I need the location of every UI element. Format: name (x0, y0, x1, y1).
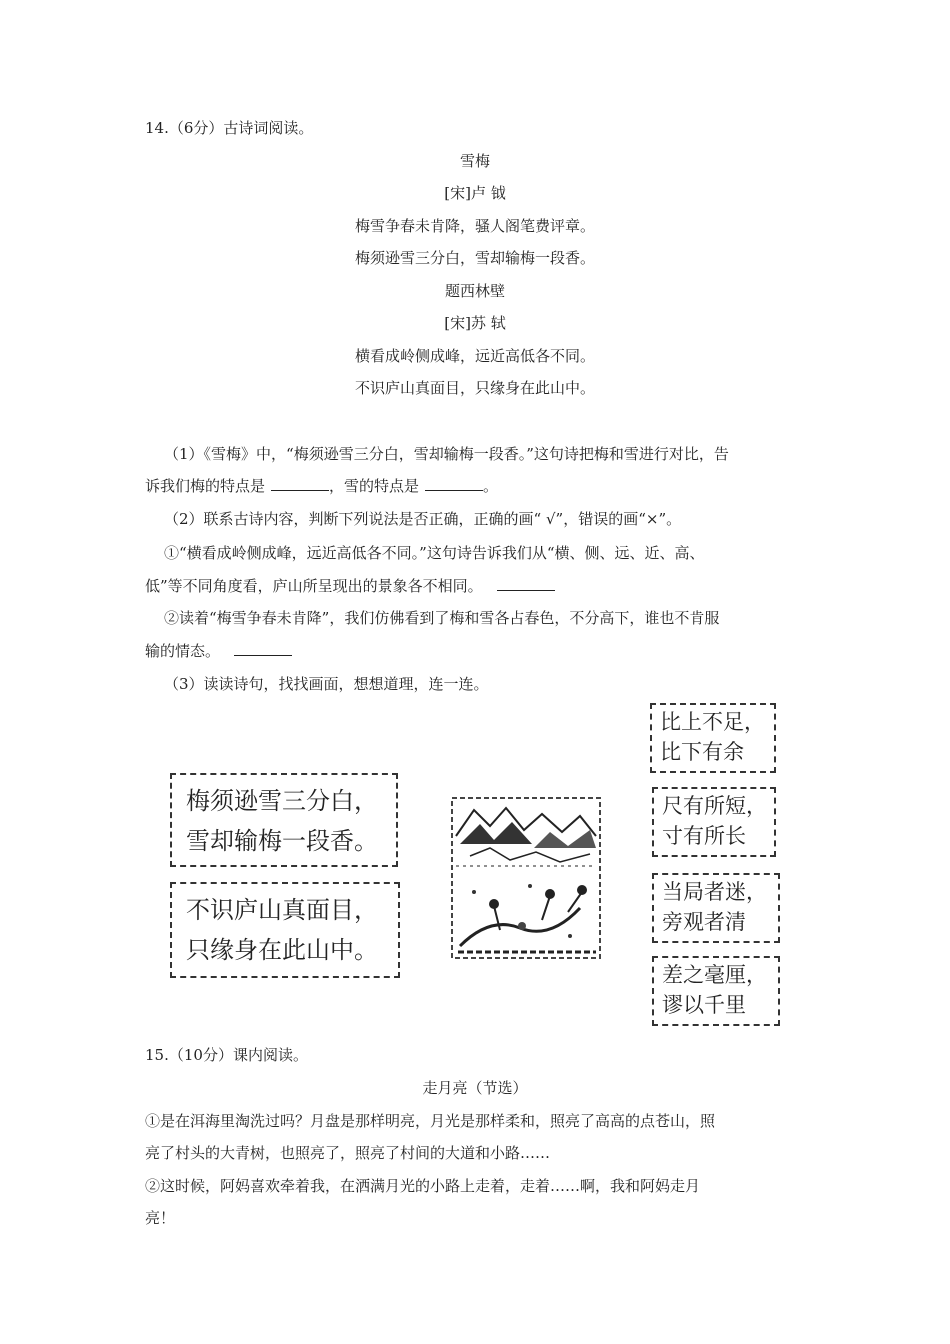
idiom-box-4[interactable] (652, 956, 780, 1026)
idiom-line: 谬以千里 (662, 993, 746, 1017)
poem2-title: 题西林壁 (444, 282, 505, 300)
illustration-mountains-plum-snow[interactable] (450, 796, 602, 960)
passage-para1-line2: 亮了村头的大青树，也照亮了，照亮了村间的大道和小路…… (145, 1144, 551, 1162)
statement-1-line2 (145, 575, 555, 596)
passage-para1-line1: ①是在洱海里淘洗过吗？月盘是那样明亮，月光是那样柔和，照亮了高高的点苍山，照 (145, 1112, 716, 1130)
poem2-author: [宋]苏 轼 (444, 314, 506, 332)
answer-blank-statement-2[interactable] (234, 640, 292, 656)
poem-box-line: 只缘身在此山中。 (186, 936, 378, 964)
q14-heading: 14.（6分）古诗词阅读。 (145, 119, 314, 137)
poem-box-xuemei[interactable] (170, 773, 398, 867)
passage-para2-line1: ②这时候，阿妈喜欢牵着我，在洒满月光的小路上走着，走着……啊，我和阿妈走月 (145, 1177, 701, 1195)
poem1-line1: 梅雪争春未肯降，骚人阁笔费评章。 (354, 217, 595, 235)
statement-1-text: 低”等不同角度看，庐山所呈现出的景象各不相同。 (145, 577, 483, 595)
passage-para2-line2: 亮！ (145, 1209, 176, 1227)
statement-2-line1: ②读着“梅雪争春未肯降”，我们仿佛看到了梅和雪各占春色，不分高下，谁也不肯服 (164, 609, 720, 627)
poem2-line1: 横看成岭侧成峰，远近高低各不同。 (354, 347, 595, 365)
poem-box-line: 不识庐山真面目， (186, 896, 378, 924)
poem1-line2: 梅须逊雪三分白，雪却输梅一段香。 (354, 249, 595, 267)
idiom-line: 当局者迷， (662, 880, 767, 904)
poem-box-line: 雪却输梅一段香。 (186, 827, 378, 855)
statement-2-text: 输的情态。 (145, 642, 221, 660)
answer-blank-snow[interactable] (425, 475, 483, 491)
statement-2-line2 (145, 640, 292, 661)
idiom-line: 旁观者清 (662, 910, 746, 934)
sub-question-1-text-a: 诉我们梅的特点是 (145, 477, 266, 495)
idiom-line: 差之毫厘， (662, 963, 767, 987)
answer-blank-plum[interactable] (271, 475, 329, 491)
poem2-line2: 不识庐山真面目，只缘身在此山中。 (354, 379, 595, 397)
sub-question-1-line2 (145, 475, 498, 496)
sub-question-1-line1: （1）《雪梅》中，“梅须逊雪三分白，雪却输梅一段香。”这句诗把梅和雪进行对比，告 (164, 445, 729, 463)
idiom-box-2[interactable] (652, 787, 776, 857)
poem-box-line: 梅须逊雪三分白， (186, 787, 378, 815)
idiom-box-1[interactable] (650, 703, 776, 773)
idiom-line: 比上不足， (660, 710, 765, 734)
sub-question-2: （2）联系古诗内容，判断下列说法是否正确，正确的画“ √”，错误的画“×”。 (164, 510, 682, 528)
idiom-line: 寸有所长 (662, 824, 746, 848)
answer-blank-statement-1[interactable] (497, 575, 555, 591)
q15-heading: 15.（10分）课内阅读。 (145, 1046, 308, 1064)
poem1-title: 雪梅 (459, 152, 490, 170)
sub-question-1-text-b: ，雪的特点是 (329, 477, 420, 495)
poem-box-tixilinbi[interactable] (170, 882, 400, 978)
idiom-line: 比下有余 (660, 740, 744, 764)
poem1-author: [宋]卢 钺 (444, 184, 506, 202)
passage-title: 走月亮（节选） (422, 1079, 528, 1097)
sub-question-1-text-c: 。 (483, 477, 499, 495)
statement-1-line1: ①“横看成岭侧成峰，远近高低各不同。”这句诗告诉我们从“横、侧、远、近、高、 (164, 544, 705, 562)
idiom-box-3[interactable] (652, 873, 780, 943)
sub-question-3: （3）读读诗句，找找画面，想想道理，连一连。 (164, 675, 489, 693)
idiom-line: 尺有所短， (662, 794, 767, 818)
